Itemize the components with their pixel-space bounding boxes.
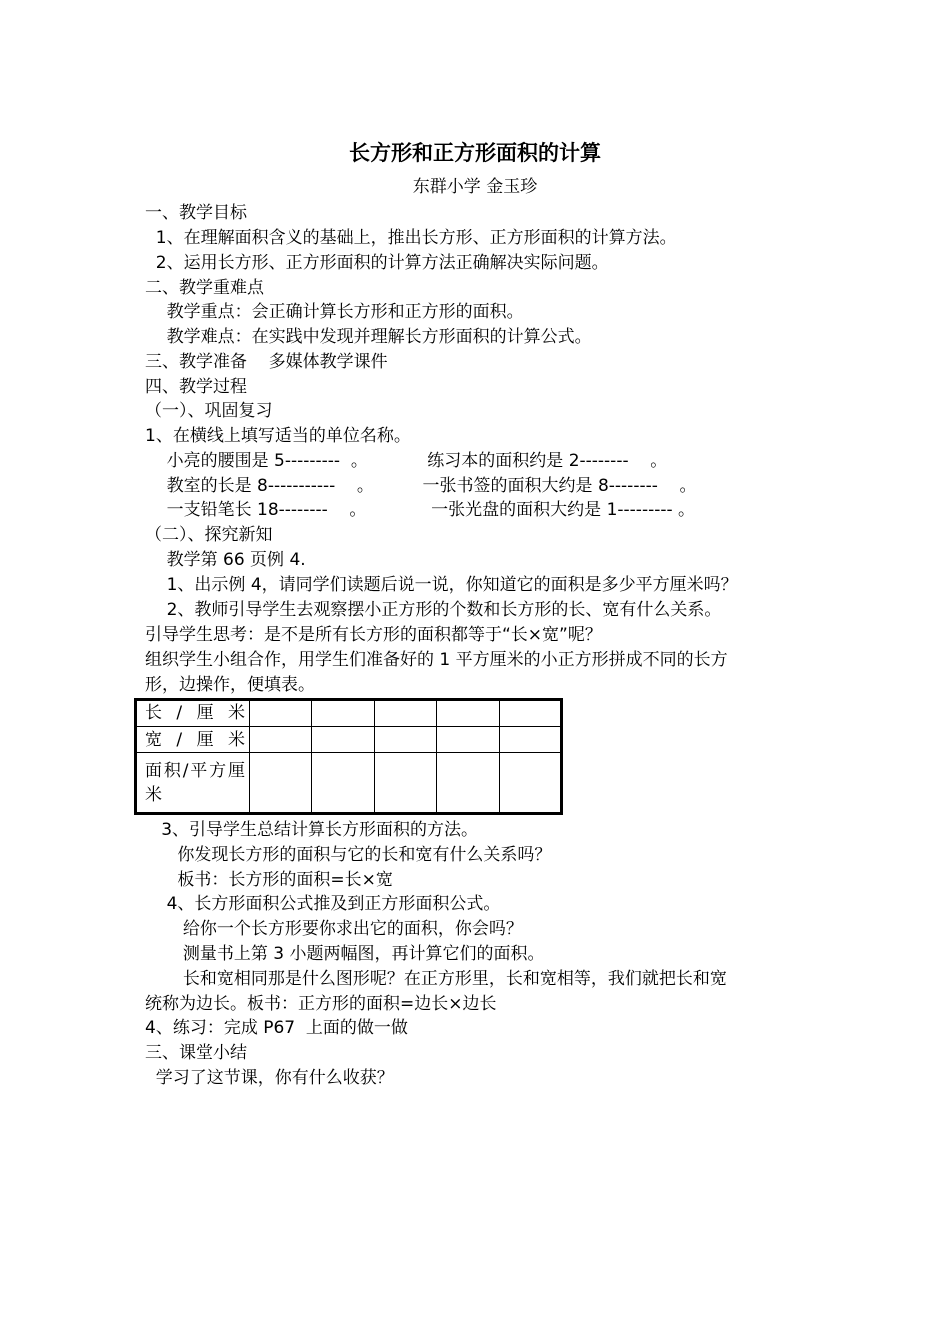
paragraph-line: 你发现长方形的面积与它的长和宽有什么关系吗？	[145, 845, 552, 865]
table-cell	[499, 700, 561, 727]
table-cell	[312, 726, 374, 753]
table-cell	[437, 700, 499, 727]
paragraph-line: 2、教师引导学生去观察摆小正方形的个数和长方形的长、宽有什么关系。	[145, 600, 722, 620]
section-heading: 四、教学过程	[145, 377, 247, 397]
paragraph-line: 3、引导学生总结计算长方形面积的方法。	[145, 820, 479, 840]
paragraph-line: 教学第 66 页例 4.	[145, 550, 306, 570]
section-heading: 二、教学重难点	[145, 278, 264, 298]
section-heading: 三、教学准备 多媒体教学课件	[145, 352, 388, 372]
paragraph-line: 教学重点：会正确计算长方形和正方形的面积。	[145, 302, 524, 322]
table-row	[136, 700, 562, 727]
table-row	[136, 726, 562, 753]
document-title: 长方形和正方形面积的计算	[349, 141, 601, 165]
table-cell	[250, 700, 312, 727]
paragraph-line: 测量书上第 3 小题两幅图，再计算它们的面积。	[145, 944, 545, 964]
table-cell	[250, 753, 312, 814]
paragraph-line: 1、在理解面积含义的基础上，推出长方形、正方形面积的计算方法。	[145, 228, 677, 248]
section-heading: 一、教学目标	[145, 203, 247, 223]
table-cell	[374, 753, 436, 814]
document-author: 东群小学 金玉珍	[412, 177, 538, 197]
paragraph-line: 教学难点：在实践中发现并理解长方形面积的计算公式。	[145, 327, 592, 347]
table-cell	[374, 700, 436, 727]
table-cell	[499, 753, 561, 814]
table-cell	[312, 753, 374, 814]
exercise-line: 一支铅笔长 18-------- 。 一张光盘的面积大约是 1--------- 。	[145, 500, 696, 520]
table-cell	[312, 700, 374, 727]
paragraph-line: 给你一个长方形要你求出它的面积，你会吗？	[145, 919, 523, 939]
paragraph-line: 板书：长方形的面积=长×宽	[145, 870, 393, 890]
paragraph-line: 1、在横线上填写适当的单位名称。	[145, 426, 411, 446]
paragraph-line: 长和宽相同那是什么图形呢？在正方形里，长和宽相等，我们就把长和宽	[145, 969, 727, 989]
exercise-line: 小亮的腰围是 5--------- 。 练习本的面积约是 2-------- 。	[145, 451, 668, 471]
paragraph-line: 1、出示例 4，请同学们读题后说一说，你知道它的面积是多少平方厘米吗？	[145, 575, 738, 595]
paragraph-line: 形，边操作，便填表。	[145, 675, 315, 695]
paragraph-line: 组织学生小组合作，用学生们准备好的 1 平方厘米的小正方形拼成不同的长方	[145, 650, 728, 670]
paragraph-line: 统称为边长。板书：正方形的面积=边长×边长	[145, 994, 497, 1014]
paragraph-line: 2、运用长方形、正方形面积的计算方法正确解决实际问题。	[145, 253, 609, 273]
row-label: 宽/厘米	[136, 726, 250, 753]
table-row	[136, 753, 562, 814]
row-label: 长/厘米	[136, 700, 250, 727]
section-heading: 三、课堂小结	[145, 1043, 247, 1063]
table-cell	[250, 726, 312, 753]
subsection-heading: （一）、巩固复习	[145, 401, 273, 421]
paragraph-line: 引导学生思考：是不是所有长方形的面积都等于“长×宽”呢？	[145, 625, 602, 645]
table-cell	[374, 726, 436, 753]
paragraph-line: 4、练习：完成 P67 上面的做一做	[145, 1018, 408, 1038]
paragraph-line: 4、长方形面积公式推及到正方形面积公式。	[145, 894, 501, 914]
subsection-heading: （二）、探究新知	[145, 525, 273, 545]
table-cell	[437, 726, 499, 753]
table-cell	[437, 753, 499, 814]
row-label: 面积/平方厘米	[136, 753, 250, 814]
exercise-line: 教室的长是 8----------- 。 一张书签的面积大约是 8-------- 。	[145, 476, 697, 496]
paragraph-line: 学习了这节课，你有什么收获？	[145, 1068, 394, 1088]
fill-in-table	[134, 698, 563, 815]
table-cell	[499, 726, 561, 753]
